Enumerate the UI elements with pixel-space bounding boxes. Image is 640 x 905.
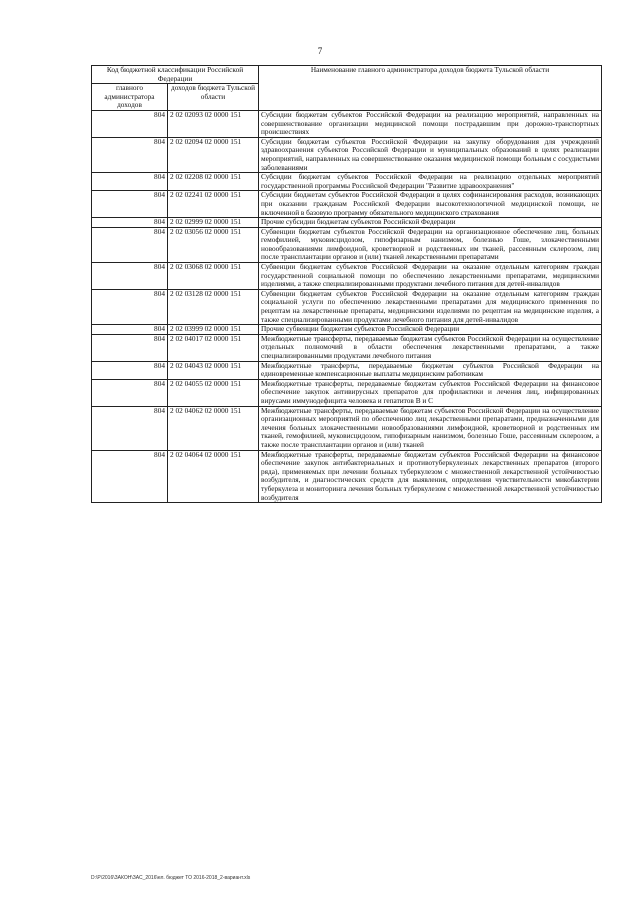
income-code-cell: 2 02 04062 02 0000 151 bbox=[168, 406, 259, 450]
admin-code-cell: 804 bbox=[92, 379, 168, 406]
table-row bbox=[92, 137, 602, 172]
income-name-cell: Межбюджетные трансферты, передаваемые бюджетам субъектов Российской Федерации на единовременные компенсационные выплаты медицинским работникам bbox=[259, 361, 602, 379]
admin-code-cell: 804 bbox=[92, 218, 168, 228]
income-name-cell: Межбюджетные трансферты, передаваемые бюджетам субъектов Российской Федерации на финансовое обеспечение закупок антибактериальных и противотуберкулезных лекарственных препаратов (второго ряда), применяемых при лечении больных туберкулезом с множественной лекарственной устойчивостью возбудителя, и диагностических средств для выявления, определения чувствительности микобактерии туберкулеза и мониторинга лечения больных туберкулезом с множественной лекарственной устойчивостью возбудителя bbox=[259, 450, 602, 503]
budget-classification-table bbox=[91, 65, 602, 503]
table-body bbox=[92, 110, 602, 502]
page-number: 7 bbox=[317, 46, 323, 56]
income-name-cell: Субвенции бюджетам субъектов Российской Федерации на оказание отдельным категориям граждан социальной услуги по обеспечению лекарственными препаратами для медицинского применения по рецептам на лекарственные препараты, медицинскими изделиями по рецептам на медицинские изделия, а также специализированными продуктами лечебного питания для детей-инвалидов bbox=[259, 289, 602, 324]
table-row bbox=[92, 334, 602, 361]
table-row bbox=[92, 110, 602, 137]
admin-code-cell: 804 bbox=[92, 110, 168, 137]
table-row bbox=[92, 191, 602, 218]
income-code-cell: 2 02 03999 02 0000 151 bbox=[168, 325, 259, 335]
table-row bbox=[92, 450, 602, 503]
income-name-cell: Субсидии бюджетам субъектов Российской Федерации на реализацию мероприятий, направленных на совершенствование организации медицинской помощи пострадавшим при дорожно-транспортных происшествиях bbox=[259, 110, 602, 137]
income-code-cell: 2 02 02241 02 0000 151 bbox=[168, 191, 259, 218]
admin-code-cell: 804 bbox=[92, 227, 168, 262]
admin-code-cell: 804 bbox=[92, 191, 168, 218]
admin-code-cell: 804 bbox=[92, 137, 168, 172]
table-row bbox=[92, 361, 602, 379]
admin-code-cell: 804 bbox=[92, 334, 168, 361]
table-row bbox=[92, 325, 602, 335]
income-code-cell: 2 02 02208 02 0000 151 bbox=[168, 173, 259, 191]
income-code-cell: 2 02 03056 02 0000 151 bbox=[168, 227, 259, 262]
admin-code-cell: 804 bbox=[92, 325, 168, 335]
income-name-cell: Межбюджетные трансферты, передаваемые бюджетам субъектов Российской Федерации на осуществление организационных мероприятий по обеспечению лиц лекарственными препаратами, предназначенными для лечения больных злокачественными новообразованиями лимфоидной, кроветворной и родственных им тканей, гемофилией, муковисцидозом, гипофизарным нанизмом, болезнью Гоше, рассеянным склерозом, а также после трансплантации органов и (или) тканей bbox=[259, 406, 602, 450]
income-code-cell: 2 02 02094 02 0000 151 bbox=[168, 137, 259, 172]
income-name-cell: Межбюджетные трансферты, передаваемые бюджетам субъектов Российской Федерации на финансовое обеспечение закупок антивирусных препаратов для профилактики и лечения лиц, инфицированных вирусами иммунодефицита человека и гепатитов В и С bbox=[259, 379, 602, 406]
table-row bbox=[92, 263, 602, 290]
income-code-cell: 2 02 04064 02 0000 151 bbox=[168, 450, 259, 503]
admin-code-cell: 804 bbox=[92, 263, 168, 290]
income-name-cell: Прочие субсидии бюджетам субъектов Российской Федерации bbox=[259, 218, 602, 228]
income-name-cell: Субвенции бюджетам субъектов Российской Федерации на оказание отдельным категориям граждан государственной социальной помощи по обеспечению лекарственными препаратами, медицинскими изделиями, а также специализированными продуктами лечебного питания для детей-инвалидов bbox=[259, 263, 602, 290]
admin-code-cell: 804 bbox=[92, 361, 168, 379]
table-row bbox=[92, 173, 602, 191]
header-income-column: доходов бюджета Тульской области bbox=[168, 84, 259, 111]
income-code-cell: 2 02 04043 02 0000 151 bbox=[168, 361, 259, 379]
income-code-cell: 2 02 02999 02 0000 151 bbox=[168, 218, 259, 228]
income-name-cell: Межбюджетные трансферты, передаваемые бюджетам субъектов Российской Федерации на осуществление отдельных полномочий в области обеспечения лекарственными препаратами, а также специализированными продуктами лечебного питания bbox=[259, 334, 602, 361]
admin-code-cell: 804 bbox=[92, 450, 168, 503]
header-name-column: Наименование главного администратора доходов бюджета Тульской области bbox=[259, 66, 602, 111]
admin-code-cell: 804 bbox=[92, 173, 168, 191]
income-name-cell: Субсидии бюджетам субъектов Российской Федерации на реализацию отдельных мероприятий государственной программы Российской Федерации "Развитие здравоохранения" bbox=[259, 173, 602, 191]
income-name-cell: Прочие субвенции бюджетам субъектов Российской Федерации bbox=[259, 325, 602, 335]
table-row bbox=[92, 379, 602, 406]
header-row bbox=[92, 66, 602, 84]
income-code-cell: 2 02 03068 02 0000 151 bbox=[168, 263, 259, 290]
header-code-group: Код бюджетной классификации Российской Федерации bbox=[92, 66, 259, 84]
table-row bbox=[92, 227, 602, 262]
admin-code-cell: 804 bbox=[92, 289, 168, 324]
income-code-cell: 2 02 04055 02 0000 151 bbox=[168, 379, 259, 406]
file-path-footer: D:\P\2016\ЗАКОН\ЗАС_2016\ел. бюджет ТО 2016-2018_2-вариант.xls bbox=[91, 875, 251, 881]
table-row bbox=[92, 218, 602, 228]
table-row bbox=[92, 289, 602, 324]
income-code-cell: 2 02 04017 02 0000 151 bbox=[168, 334, 259, 361]
income-name-cell: Субсидии бюджетам субъектов Российской Федерации на закупку оборудования для учреждений здравоохранения субъектов Российской Федерации и муниципальных образований в целях реализации мероприятий, направленных на совершенствование оказания медицинской помощи больным с сосудистыми заболеваниями bbox=[259, 137, 602, 172]
income-name-cell: Субсидии бюджетам субъектов Российской Федерации в целях софинансирования расходов, возникающих при оказании гражданам Российской Федерации высокотехнологичной медицинской помощи, не включенной в базовую программу обязательного медицинского страхования bbox=[259, 191, 602, 218]
header-admin-column: главного администратора доходов bbox=[92, 84, 168, 111]
income-code-cell: 2 02 03128 02 0000 151 bbox=[168, 289, 259, 324]
admin-code-cell: 804 bbox=[92, 406, 168, 450]
income-code-cell: 2 02 02093 02 0000 151 bbox=[168, 110, 259, 137]
income-name-cell: Субвенции бюджетам субъектов Российской Федерации на организационное обеспечение лиц, больных гемофилией, муковисцидозом, гипофизарным нанизмом, болезнью Гоше, злокачественными новообразованиями лимфоидной, кроветворной и родственных им тканей, рассеянным склерозом, лиц после трансплантации органов и (или) тканей лекарственными препаратами bbox=[259, 227, 602, 262]
table-row bbox=[92, 406, 602, 450]
